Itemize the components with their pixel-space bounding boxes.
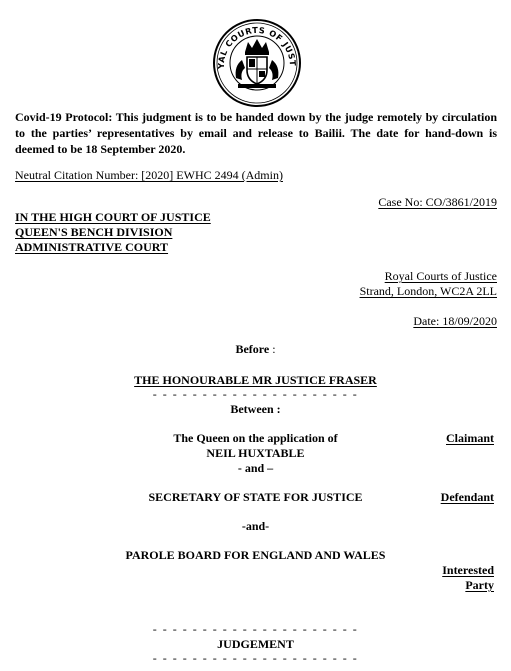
court-line-1: IN THE HIGH COURT OF JUSTICE	[15, 210, 211, 224]
court-seal-logo	[212, 18, 302, 108]
claimant-row	[0, 431, 511, 476]
judge-name: THE HONOURABLE MR JUSTICE FRASER	[134, 373, 377, 387]
venue-line-2: Strand, London, WC2A 2LL	[359, 284, 497, 298]
court-line-2: QUEEN'S BENCH DIVISION	[15, 225, 173, 239]
judgment-date: Date: 18/09/2020	[413, 314, 497, 328]
judgement-heading: JUDGEMENT	[217, 637, 294, 651]
claimant-name: NEIL HUXTABLE	[206, 446, 305, 460]
seal-icon	[212, 18, 302, 108]
and-separator: - and –	[237, 461, 274, 475]
neutral-citation: Neutral Citation Number: [2020] EWHC 2494 (Admin)	[15, 168, 283, 182]
between-label: Between :	[230, 402, 281, 416]
and-separator-2: -and-	[241, 519, 270, 533]
separator-line-top: - - - - - - - - - - - - - - - - - - - - -	[152, 622, 359, 636]
interested-party-row	[0, 548, 511, 592]
venue-address	[360, 269, 497, 299]
interested-party-name: PAROLE BOARD FOR ENGLAND AND WALES	[125, 548, 386, 562]
defendant-name: SECRETARY OF STATE FOR JUSTICE	[148, 490, 363, 504]
claimant-role: Claimant	[446, 431, 494, 445]
claimant-line-1: The Queen on the application of	[173, 431, 338, 445]
separator-line-bottom: - - - - - - - - - - - - - - - - - - - - -	[152, 651, 359, 665]
before-label: Before :	[235, 342, 276, 356]
covid-protocol-notice: Covid-19 Protocol: This judgment is to be handed down by the judge remotely by circulation to the parties’ representatives by email and release to Bailii. The date for hand-down is deemed to be 18 September 2020.	[15, 110, 497, 156]
separator-line: - - - - - - - - - - - - - - - - - - - - -	[152, 387, 359, 401]
interested-role-line-2: Party	[465, 578, 494, 592]
court-line-3: ADMINISTRATIVE COURT	[15, 240, 169, 254]
case-number: Case No: CO/3861/2019	[378, 195, 497, 209]
defendant-row	[0, 490, 511, 506]
court-heading	[15, 210, 211, 255]
venue-line-1: Royal Courts of Justice	[384, 269, 497, 283]
svg-text:ROYAL COURTS OF JUSTICE: YAL COURTS OF JUST	[215, 24, 299, 69]
defendant-role: Defendant	[440, 490, 494, 504]
interested-role-line-1: Interested	[442, 563, 494, 577]
